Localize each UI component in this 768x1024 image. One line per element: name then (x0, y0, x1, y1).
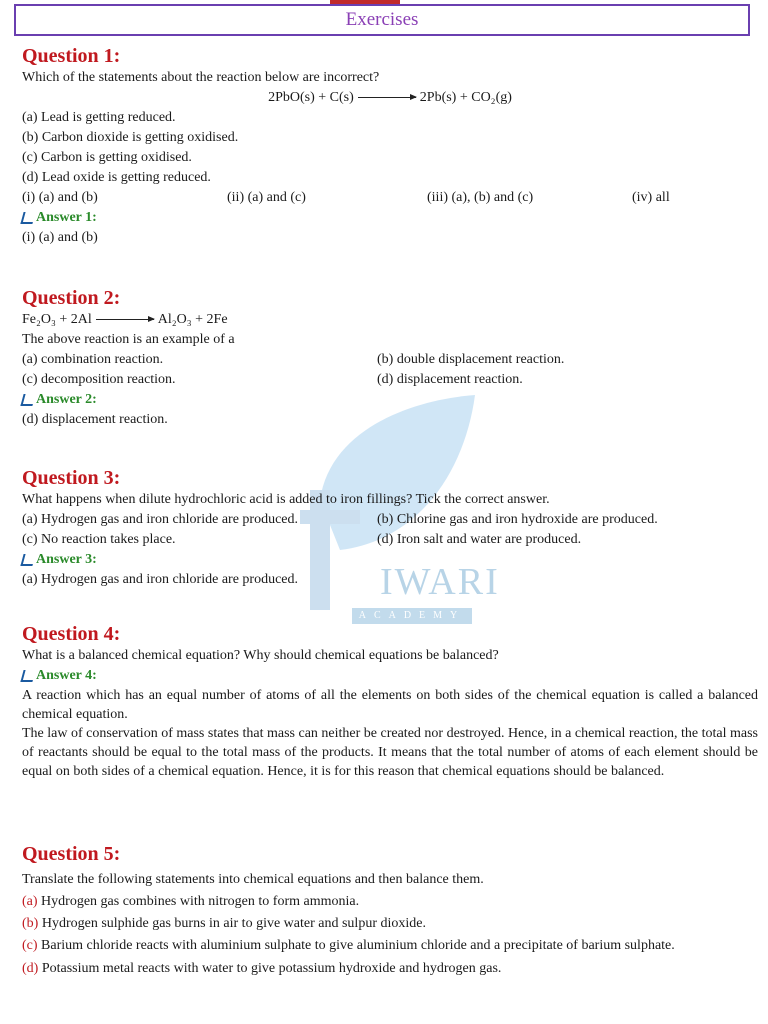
question-4-prompt: What is a balanced chemical equation? Why should chemical equations be balanced? (22, 648, 499, 663)
answer-2-heading (22, 390, 758, 410)
item-c-text: Barium chloride reacts with aluminium sulphate to give aluminium chloride and a precipitate of barium sulphate. (41, 938, 675, 953)
pen-icon (20, 212, 35, 224)
option-i: (i) (a) and (b) (22, 190, 98, 205)
arrow-icon (96, 319, 154, 320)
question-4 (22, 622, 758, 781)
question-2-equation (22, 310, 758, 330)
option-c: (c) decomposition reaction. (22, 372, 176, 387)
question-3 (22, 466, 758, 590)
option-a: (a) Hydrogen gas and iron chloride are produced. (22, 512, 299, 527)
statement-c: (c) Carbon is getting oxidised. (22, 150, 192, 165)
equation-right: Al₂O₃ + 2Fe (157, 312, 228, 327)
question-1-title: Question 1: (22, 45, 121, 67)
watermark-text: IWARI (380, 561, 500, 603)
option-b: (b) double displacement reaction. (377, 352, 565, 367)
pen-icon (20, 670, 35, 682)
question-5 (22, 842, 758, 979)
item-b-text: Hydrogen sulphide gas burns in air to give water and sulpur dioxide. (41, 916, 426, 931)
answer-3-label: Answer 3: (36, 552, 97, 567)
option-iii: (iii) (a), (b) and (c) (427, 190, 534, 205)
answer-4-label: Answer 4: (36, 668, 97, 683)
answer-4-heading (22, 666, 758, 686)
equation-right: 2Pb(s) + CO₂(g) (419, 90, 512, 105)
option-b: (b) Chlorine gas and iron hydroxide are produced. (377, 512, 658, 527)
pen-icon (20, 394, 35, 406)
item-b (22, 914, 758, 934)
question-5-prompt: Translate the following statements into chemical equations and then balance them. (22, 872, 484, 887)
pen-icon (20, 554, 35, 566)
question-3-prompt: What happens when dilute hydrochloric acid is added to iron fillings? Tick the correct answer. (22, 492, 550, 507)
question-5-title: Question 5: (22, 843, 121, 865)
option-c: (c) No reaction takes place. (22, 532, 176, 547)
item-c (22, 936, 758, 955)
item-b-label: (b) (22, 916, 39, 931)
item-a-label: (a) (22, 894, 38, 909)
arrow-icon (358, 97, 416, 98)
question-1-equation (22, 88, 758, 108)
page-title: Exercises (345, 9, 419, 30)
item-a-text: Hydrogen gas combines with nitrogen to form ammonia. (41, 894, 360, 909)
statement-a: (a) Lead is getting reduced. (22, 110, 176, 125)
question-2-options-row-1 (22, 350, 758, 370)
answer-4-paragraph-1: A reaction which has an equal number of atoms of all the elements on both sides of the chemical equation is called a balanced chemical equation. (22, 688, 758, 722)
answer-1-label: Answer 1: (36, 210, 97, 225)
question-2-options-row-2 (22, 370, 758, 390)
answer-2-label: Answer 2: (36, 392, 97, 407)
answer-1-text: (i) (a) and (b) (22, 230, 98, 245)
item-d-text: Potassium metal reacts with water to give potassium hydroxide and hydrogen gas. (41, 961, 502, 976)
answer-4-paragraph-2: The law of conservation of mass states that mass can neither be created nor destroyed. Hence, in a chemical reaction, the total mass of reactants should be equal to the total mass of the products. It means that the total number of atoms of each element should be equal on both sides of a chemical equation. Hence, it is for this reason that chemical equations should be balanced. (22, 726, 758, 779)
statement-d: (d) Lead oxide is getting reduced. (22, 170, 211, 185)
item-d (22, 959, 758, 979)
answer-2-text: (d) displacement reaction. (22, 412, 168, 427)
option-d: (d) displacement reaction. (377, 372, 523, 387)
equation-left: Fe₂O₃ + 2Al (22, 312, 92, 327)
question-3-title: Question 3: (22, 467, 121, 489)
item-a (22, 892, 758, 912)
question-2 (22, 286, 758, 430)
question-4-title: Question 4: (22, 623, 121, 645)
answer-3-heading (22, 550, 758, 570)
option-a: (a) combination reaction. (22, 352, 164, 367)
option-d: (d) Iron salt and water are produced. (377, 532, 582, 547)
option-iv: (iv) all (632, 190, 670, 205)
equation-left: 2PbO(s) + C(s) (268, 90, 354, 105)
answer-3-text: (a) Hydrogen gas and iron chloride are produced. (22, 572, 299, 587)
question-1-prompt: Which of the statements about the reaction below are incorrect? (22, 70, 380, 85)
option-ii: (ii) (a) and (c) (227, 190, 306, 205)
answer-1-heading (22, 208, 758, 228)
header-box (14, 4, 750, 36)
question-3-options-row-1 (22, 510, 758, 530)
item-c-label: (c) (22, 938, 38, 953)
statement-b: (b) Carbon dioxide is getting oxidised. (22, 130, 239, 145)
question-3-options-row-2 (22, 530, 758, 550)
question-2-prompt: The above reaction is an example of a (22, 332, 235, 347)
item-d-label: (d) (22, 961, 39, 976)
question-2-title: Question 2: (22, 287, 121, 309)
watermark-subtext: ACADEMY (352, 608, 472, 624)
question-1 (22, 44, 758, 248)
question-1-options (22, 188, 758, 208)
